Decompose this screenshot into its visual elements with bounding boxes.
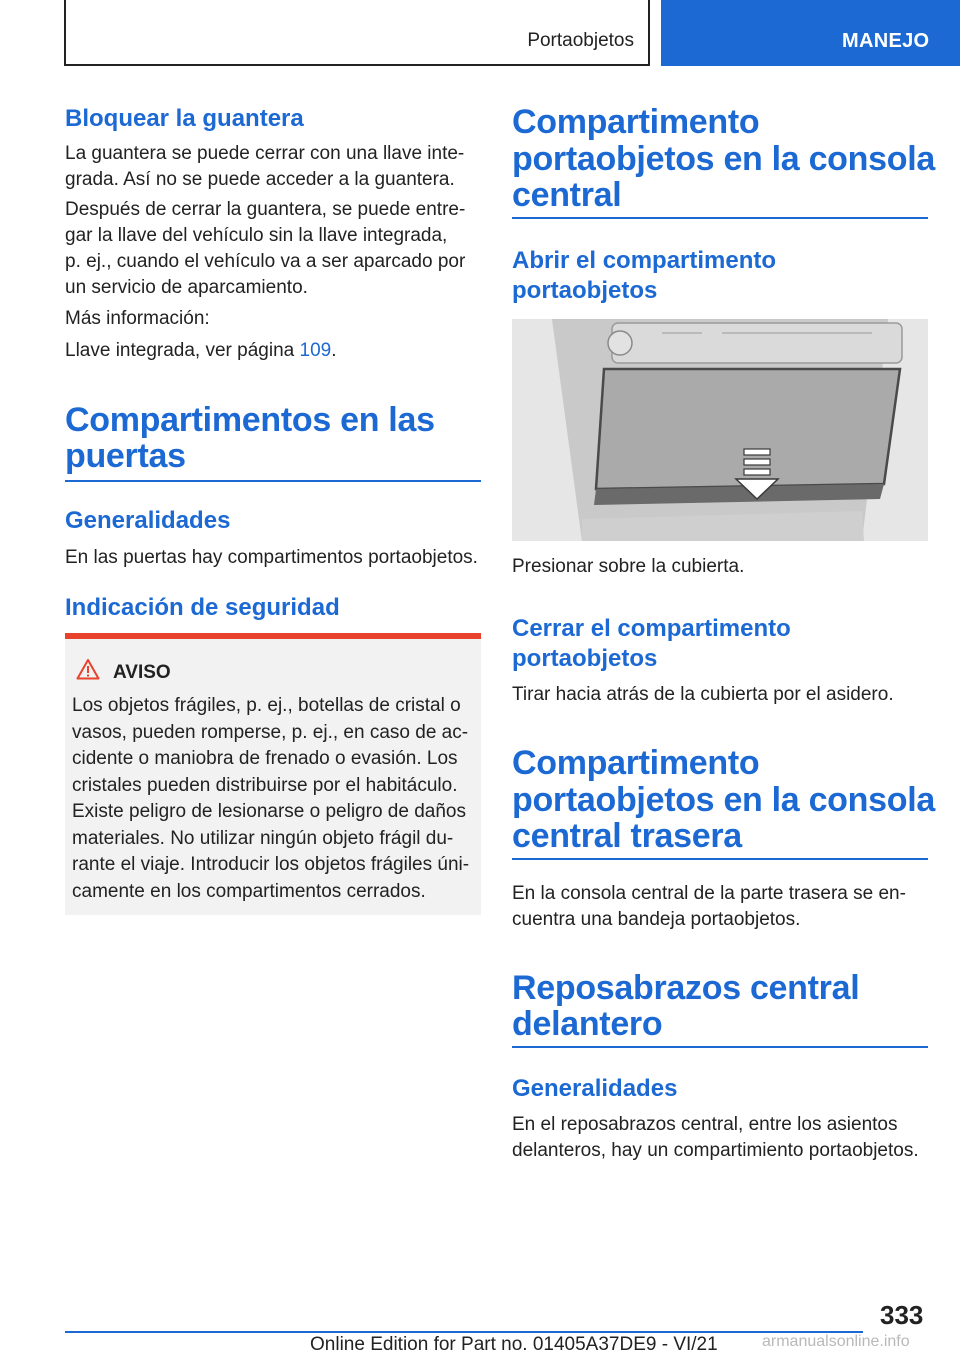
warning-line: camente en los compartimentos cerrados. <box>72 880 426 902</box>
warning-triangle-icon <box>76 658 100 680</box>
warning-line: cristales pueden distribuirse por el habitáculo. <box>72 774 458 796</box>
section-rule <box>512 217 928 219</box>
lock-text-line: La guantera se puede cerrar con una llave inte- <box>65 143 465 164</box>
console-compartment-illustration <box>512 319 928 541</box>
rear-console-text-line: cuentra una bandeja portaobjetos. <box>512 909 801 930</box>
lock-text-line: un servicio de aparcamiento. <box>65 277 308 298</box>
heading-door-compartments-2: puertas <box>65 437 186 475</box>
heading-rear-console-3: central trasera <box>512 817 742 855</box>
heading-open-compartment: Abrir el compartimento <box>512 247 777 274</box>
heading-close-compartment: Cerrar el compartimento <box>512 615 791 642</box>
lock-text-line: grada. Así no se puede acceder a la guantera. <box>65 169 455 190</box>
warning-line: rante el viaje. Introducir los objetos frágiles úni- <box>72 854 470 875</box>
more-info-label: Más información: <box>65 308 210 329</box>
section-rule <box>512 1046 928 1048</box>
armrest-text-line: En el reposabrazos central, entre los asientos <box>512 1114 898 1135</box>
heading-rear-console-2: portaobjetos en la consola <box>512 781 935 819</box>
header-section-box <box>64 0 650 66</box>
heading-general: Generalidades <box>65 507 231 534</box>
heading-front-armrest: Reposabrazos central <box>512 969 860 1007</box>
section-rule <box>512 858 928 860</box>
key-reference-text: Llave integrada, ver página <box>65 340 300 361</box>
heading-door-compartments: Compartimentos en las <box>65 401 435 439</box>
lock-text-line: p. ej., cuando el vehículo va a ser aparcado por <box>65 251 466 272</box>
footer-watermark: armanualsonline.info <box>762 1333 910 1350</box>
header-section-title: Portaobjetos <box>527 30 634 51</box>
lock-text-line: gar la llave del vehículo sin la llave integrada, <box>65 225 448 246</box>
section-rule <box>65 480 481 482</box>
heading-console-compartment-3: central <box>512 176 622 214</box>
warning-title: AVISO <box>113 662 171 683</box>
heading-console-compartment: Compartimento <box>512 103 760 141</box>
key-reference <box>65 338 336 364</box>
heading-close-compartment-2: portaobjetos <box>512 645 658 672</box>
warning-text <box>72 693 476 905</box>
footer-rule <box>65 1331 863 1333</box>
heading-rear-console: Compartimento <box>512 744 760 782</box>
heading-console-compartment-2: portaobjetos en la consola <box>512 140 935 178</box>
warning-line: cidente o maniobra de frenado o evasión. Los <box>72 748 458 769</box>
rear-console-text-line: En la consola central de la parte trasera se en- <box>512 883 906 904</box>
warning-line: Los objetos frágiles, p. ej., botellas de cristal o <box>72 695 461 716</box>
warning-line: vasos, pueden romperse, p. ej., en caso de ac- <box>72 721 469 743</box>
open-instruction: Presionar sobre la cubierta. <box>512 556 745 577</box>
warning-line: Existe peligro de lesionarse o peligro de daños <box>72 801 466 822</box>
key-reference-end: . <box>331 340 337 361</box>
footer-edition: Online Edition for Part no. 01405A37DE9 - VI/21 <box>310 1334 718 1355</box>
page-number: 333 <box>880 1300 924 1330</box>
heading-lock-glovebox: Bloquear la guantera <box>65 105 304 132</box>
heading-armrest-general: Generalidades <box>512 1075 678 1102</box>
key-page-link[interactable]: 109 <box>299 340 332 361</box>
general-text: En las puertas hay compartimentos portaobjetos. <box>65 547 478 568</box>
heading-front-armrest-2: delantero <box>512 1005 663 1043</box>
warning-line: materiales. No utilizar ningún objeto frágil du- <box>72 827 454 849</box>
armrest-text-line: delanteros, hay un compartimiento portaobjetos. <box>512 1140 919 1161</box>
lock-text-line: Después de cerrar la guantera, se puede entre- <box>65 199 466 220</box>
heading-safety: Indicación de seguridad <box>65 594 340 621</box>
header-chapter-label: MANEJO <box>842 30 930 52</box>
heading-open-compartment-2: portaobjetos <box>512 277 658 304</box>
close-instruction: Tirar hacia atrás de la cubierta por el asidero. <box>512 684 894 705</box>
